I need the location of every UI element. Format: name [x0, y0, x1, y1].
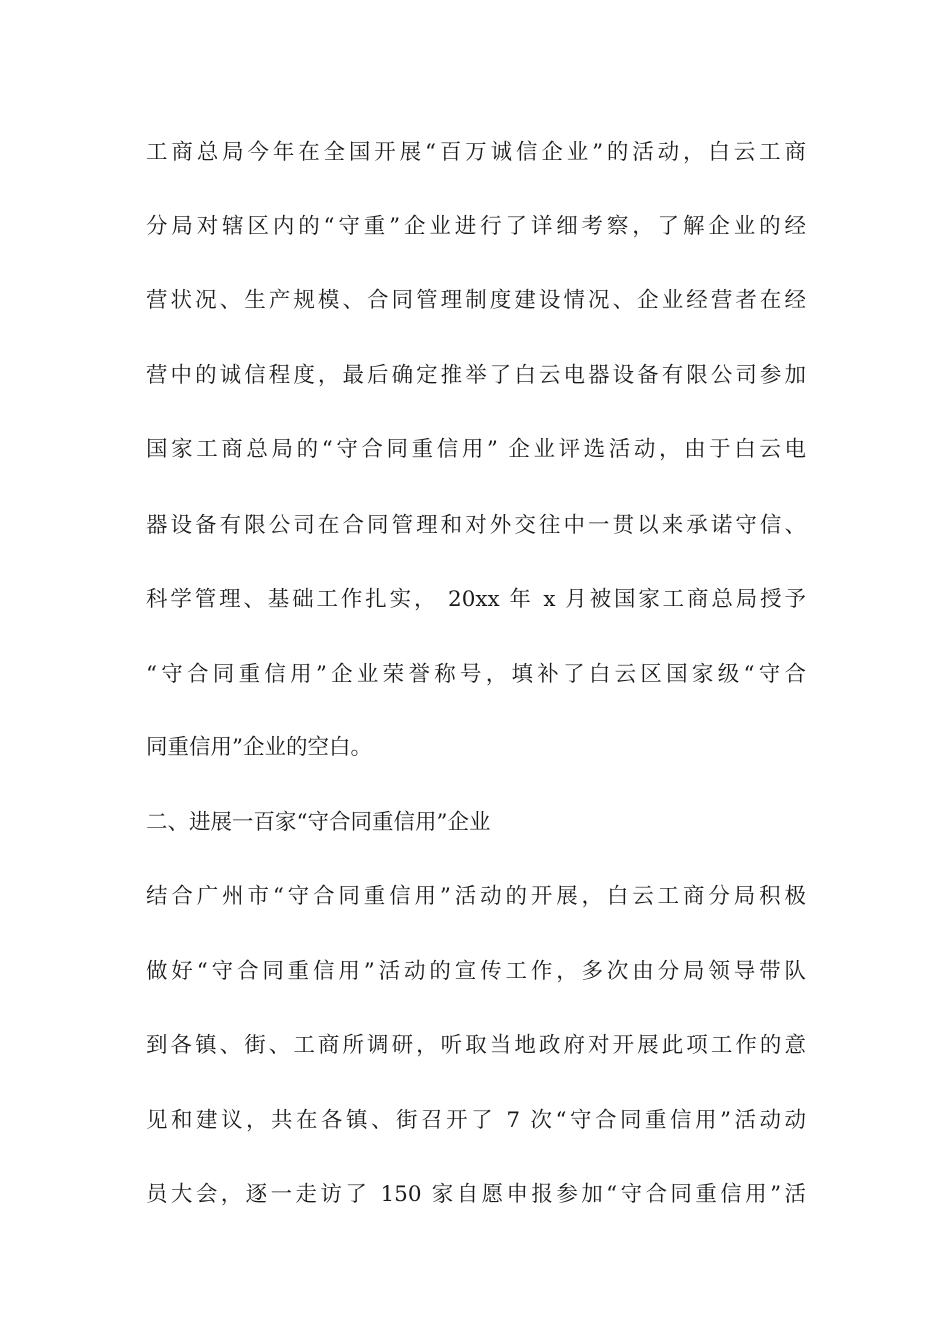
paragraph-line: “守合同重信用”企业荣誉称号，填补了白云区国家级“守合	[146, 662, 806, 687]
paragraph-line: 工商总局今年在全国开展“百万诚信企业”的活动，白云工商	[146, 140, 806, 165]
paragraph-line: 国家工商总局的“守合同重信用” 企业评选活动，由于白云电	[146, 437, 806, 462]
paragraph-line: 同重信用”企业的空白。	[146, 735, 372, 760]
paragraph-line: 营状况、生产规模、合同管理制度建设情况、企业经营者在经	[146, 288, 806, 313]
paragraph-line: 员大会，逐一走访了 150 家自愿申报参加“守合同重信用”活	[146, 1182, 806, 1207]
paragraph-line: 结合广州市“守合同重信用”活动的开展，白云工商分局积极	[146, 884, 806, 909]
section-heading: 二、进展一百家“守合同重信用”企业	[146, 810, 491, 835]
paragraph-line: 分局对辖区内的“守重”企业进行了详细考察，了解企业的经	[146, 214, 806, 239]
paragraph-line: 见和建议，共在各镇、街召开了 7 次“守合同重信用”活动动	[146, 1108, 806, 1133]
paragraph-line: 器设备有限公司在合同管理和对外交往中一贯以来承诺守信、	[146, 513, 806, 538]
paragraph-line: 营中的诚信程度，最后确定推举了白云电器设备有限公司参加	[146, 363, 806, 388]
paragraph-line: 科学管理、基础工作扎实， 20xx 年 x 月被国家工商总局授予	[146, 587, 806, 612]
paragraph-line: 做好“守合同重信用”活动的宣传工作，多次由分局领导带队	[146, 959, 806, 984]
paragraph-line: 到各镇、街、工商所调研，听取当地政府对开展此项工作的意	[146, 1033, 806, 1058]
